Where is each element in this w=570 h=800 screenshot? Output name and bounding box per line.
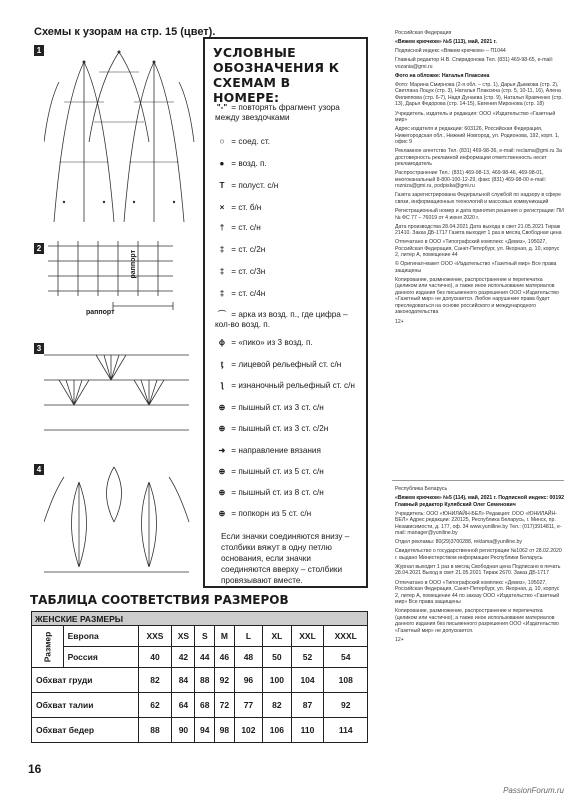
legend-item: † = ст. с/н — [219, 223, 261, 232]
legend-item: ƫ = лицевой рельефный ст. с/н — [220, 360, 342, 369]
watermark: PassionForum.ru — [503, 786, 564, 795]
size-table — [31, 611, 368, 743]
table-row: Россия 40 42 44 46 48 50 52 54 — [32, 647, 368, 668]
scheme-number-4: 4 — [34, 464, 44, 475]
legend-item: ⊕ = пышный ст. из 3 ст. с/н — [218, 403, 324, 412]
imprint-belarus: Республика Беларусь «Вяжем крючком» №5 (114), май, 2021 г. Подписной индекс: 00192 Главный редактор Кулябский Олег Семенович Учредитель: ООО «ЮНИЛАЙН-БЕЛ» Редакция: ООО «ЮНИЛАЙН-БЕЛ» Адрес редакции: 220125, Республика Беларусь, г. Минск, пр. Независимости, д. 177, оф. 34 www.yunilline.by Тел.: (017)3914811, e-mail: manager@yuniline.by Отдел рекламы: 80(29)3700288, reklama@yuniline.by Свидетельство о государственной регистрации №1062 от 28.02.2020 г. выдано Министерством информации Республики Беларусь Журнал выходит 1 раз в месяц Свободная цена Подписано в печать 28.04.2021 Выход в свет 21.05.2021 Тираж 2670. Заказ ДБ-1717 Отпечатано в ООО «Типографский комплекс «Девиз», 195027, Российская Федерация, Санкт-Петербург, ул. Якорная, д. 10, корпус 2, литер А, помещение 44 по заказу ООО «Издательство «Газетный мир» Все права защищены Копирование, размножение, распространение и перепечатка (целиком или частично), а также иное использование материалов данного издания без письменного разрешения ООО «Издательство «Газетный мир» не допускается. 12+ — [395, 486, 564, 643]
size-table-title: ТАБЛИЦА СООТВЕТСТВИЯ РАЗМЕРОВ — [30, 593, 289, 607]
page-number: 16 — [28, 762, 42, 776]
legend-item: × = ст. б/н — [219, 203, 262, 212]
rapport-label-horizontal: раппорт — [86, 309, 115, 316]
scheme-2-diagram — [48, 236, 183, 328]
legend-note: Если значки соединяются внизу – столбики вяжут в одну петлю основания, если значки соединяются вверху – столбики провязывают вместе. — [221, 532, 350, 585]
legend-item: ⊕ = пышный ст. из 5 ст. с/н — [218, 467, 324, 476]
size-table-header: ЖЕНСКИЕ РАЗМЕРЫ — [32, 612, 368, 626]
imprint-russia: Российская Федерация «Вяжем крючком» №5 (113), май, 2021 г. Подписной индекс «Вяжем крючком» – П1044 Главный редактор Н.В. Спиридонова Тел. (831) 469-98-65, e-mail: vozania@gmi.ru Фото на обложке: Наталья Плаксина Фото: Марина Смирнова (2-я обл. – стр. 1), Дарья Дымкова (стр. 2), Светлана Лоцук (стр. 3), Наталья Плаксина (стр. 5, 10-11, 16), Алена Филиппова (стр. 6-7), Надя Дунаева (стр. 9), Наталья Кравченко (стр. 13), Дарья Федорова (стр. 14-15), Евгения Миронова (стр. 18) Учредитель, издатель и редакция: ООО «Издательство «Газетный мир» Адрес издателя и редакции: 603126, Российская Федерация, Нижегородская обл., Нижний Новгород, ул. Родионова, 192, корп. 1, офис 9 Рекламное агентство Тел. (831) 469-98-36, e-mail: reclama@gmi.ru За достоверность рекламной информации ответственность несет рекламодатель Распространение Тел.: (831) 469-98-13, 469-98-46, 469-98-01, многоканальный 8-800-100-12-29, факс (831) 469-98-00 e-mail: rozniza@gmi.ru, podpiska@gmi.ru Газета зарегистрирована Федеральной службой по надзору в сфере связи, информационных технологий и массовых коммуникаций Регистрационный номер и дата принятия решения о регистрации: ПИ № ФС 77 – 76019 от 4 июня 2020 г. Дата производства 28.04.2021 Дата выхода в свет 21.05.2021 Тираж 21410. Заказ ДБ-1717 Газета выходит 1 раз в месяц Свободная цена Отпечатано в ООО «Типографский комплекс «Девиз», 195027, Российская Федерация, Санкт-Петербург, ул. Якорная, д. 10, корпус 2, литер А, помещение 44 © Оригинал-макет ООО «Издательство «Газетный мир» Все права защищены Копирование, размножение, распространение и перепечатка (целиком или частично), а также иное использование материалов данного издания без письменного разрешения ООО «Издательство «Газетный мир» не допускается. Любое нарушение права будет преследоваться на основе российского и международного законодательства 12+ — [395, 30, 564, 325]
legend-item: T = полуст. с/н — [219, 181, 279, 190]
legend-item: ‡ = ст. с/3н — [219, 267, 266, 276]
scheme-number-3: 3 — [34, 343, 44, 354]
table-row: Обхват бедер 88 90 94 98 102 106 110 114 — [32, 718, 368, 743]
legend-item: ● = возд. п. — [219, 159, 267, 168]
table-row: Обхват талии 62 64 68 72 77 82 87 92 — [32, 693, 368, 718]
table-row: Обхват груди 82 84 88 92 96 100 104 108 — [32, 668, 368, 693]
scheme-3-diagram — [44, 345, 194, 440]
scheme-number-2: 2 — [34, 243, 44, 254]
scheme-4-diagram — [44, 462, 194, 582]
legend-item: "-" = повторять фрагмент узора между звездочками — [215, 103, 340, 122]
imprint-divider — [392, 480, 564, 481]
legend-item: ○ = соед. ст. — [219, 137, 270, 146]
legend-item: ⌒ = арка из возд. п., где цифра – кол-во возд. п. — [215, 310, 348, 329]
schemes-title: Схемы к узорам на стр. 15 (цвет). — [34, 26, 216, 38]
legend-item: ⊕ = пышный ст. из 8 ст. с/н — [218, 488, 324, 497]
legend-item: ϕ = «пико» из 3 возд. п. — [218, 338, 313, 347]
legend-item: ⊕ = попкорн из 5 ст. с/н — [218, 509, 312, 518]
scheme-number-1: 1 — [34, 45, 44, 56]
legend-item: ‡ = ст. с/2н — [219, 245, 266, 254]
legend-title: УСЛОВНЫЕ ОБОЗНАЧЕНИЯ К СХЕМАМ В НОМЕРЕ: — [213, 45, 340, 105]
legend-item: ⊕ = пышный ст. из 3 ст. с/2н — [218, 424, 329, 433]
legend-item: ➜ = направление вязания — [218, 446, 321, 455]
legend-box — [203, 37, 368, 588]
size-side-label: Размер — [32, 626, 64, 668]
table-row: Размер Европа XXS XS S M L XL XXL XXXL — [32, 626, 368, 647]
legend-item: ƪ = изнаночный рельефный ст. с/н — [220, 381, 355, 390]
rapport-label-vertical: раппорт — [130, 250, 137, 279]
scheme-1-diagram — [44, 42, 199, 230]
legend-item: ‡ = ст. с/4н — [219, 289, 266, 298]
